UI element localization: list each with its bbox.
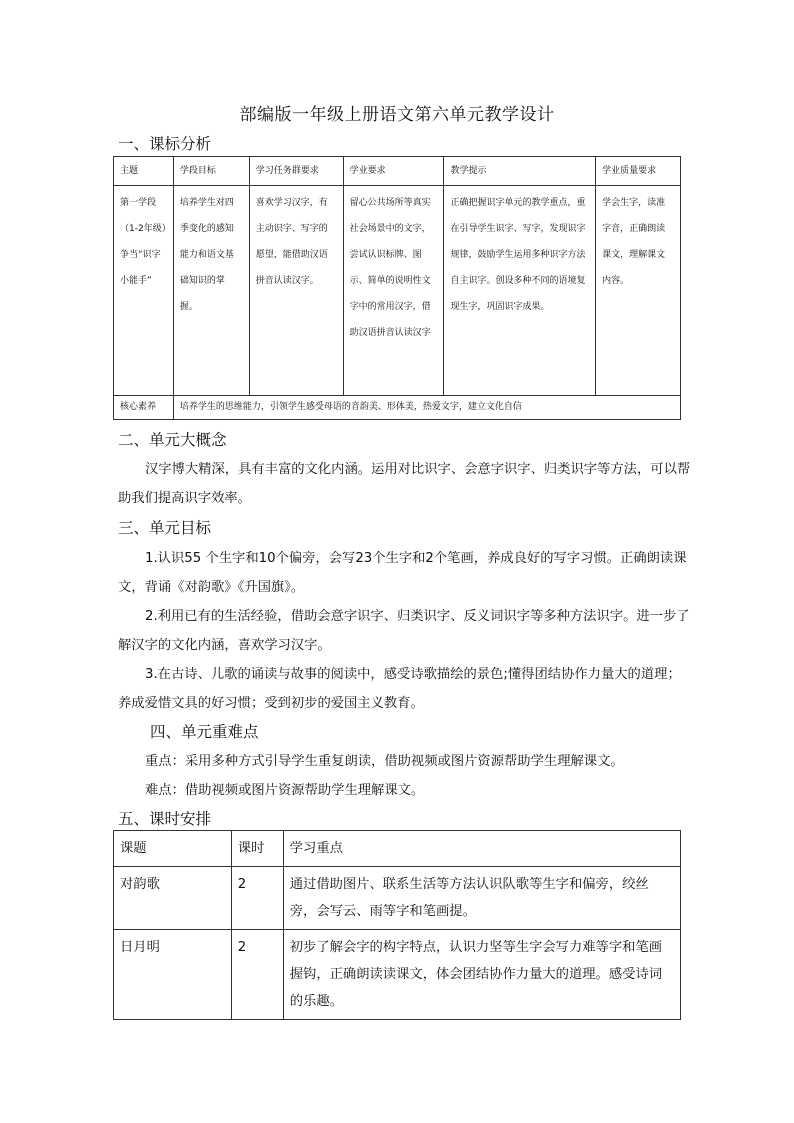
header-cell: 课时	[231, 831, 283, 867]
section-heading-5: 五、课时安排	[118, 810, 212, 828]
table-header-row	[114, 157, 681, 186]
section-heading-3: 三、单元目标	[118, 519, 212, 537]
table-cell: 第一学段（1-2年级）争当“识字小能手”	[114, 186, 174, 396]
table-row	[114, 186, 681, 396]
core-literacy-text: 培养学生的思维能力，引领学生感受母语的音韵美、形体美，热爱文字，建立文化自信	[173, 396, 680, 420]
lesson-focus: 初步了解会字的构字特点，认识力坚等生字会写力难等字和笔画握钩，正确朗读读课文，体会团结协作力量大的道理。感受诗词的乐趣。	[283, 930, 680, 1020]
unit-goal-2: 2.利用已有的生活经验，借助会意字识字、归类识字、反义词识字等多种方法识字。进一步了解汉字的文化内涵，喜欢学习汉字。	[118, 609, 690, 653]
lesson-topic: 对韵歌	[114, 867, 232, 930]
header-cell: 学习重点	[283, 831, 680, 867]
lesson-hours: 2	[231, 867, 283, 930]
header-cell: 学业质量要求	[596, 157, 681, 186]
core-literacy-label: 核心素养	[114, 396, 174, 420]
header-cell: 课题	[114, 831, 232, 867]
lesson-topic: 日月明	[114, 930, 232, 1020]
curriculum-analysis-table	[113, 156, 681, 420]
unit-goal-1: 1.认识55 个生字和10个偏旁，会写23个生字和2个笔画，养成良好的写字习惯。正确朗读课文，背诵《对韵歌》《升国旗》。	[118, 551, 687, 595]
document-title: 部编版一年级上册语文第六单元教学设计	[239, 105, 555, 125]
section-heading-1: 一、课标分析	[118, 135, 212, 153]
lesson-hours: 2	[231, 930, 283, 1020]
core-literacy-row	[114, 396, 681, 420]
header-cell: 主题	[114, 157, 174, 186]
header-cell: 学业要求	[343, 157, 444, 186]
table-cell: 喜欢学习汉字，有主动识字、写字的愿望，能借助汉语拼音认读汉字。	[249, 186, 343, 396]
table-cell: 正确把握识字单元的教学重点，重在引导学生识字、写字，发现识字规律，鼓励学生运用多种识字方法自主识字。创设多种不同的语境复现生字，巩固识字成果。	[444, 186, 596, 396]
lesson-focus: 通过借助图片、联系生活等方法认识队歌等生字和偏旁，绞丝旁，会写云、雨等字和笔画提。	[283, 867, 680, 930]
table-row	[114, 930, 681, 1020]
header-cell: 教学提示	[444, 157, 596, 186]
section-heading-4: 四、单元重难点	[150, 723, 259, 741]
header-cell: 学段目标	[173, 157, 249, 186]
table-cell: 学会生字，读准字音，正确朗读课文，理解课文内容。	[596, 186, 681, 396]
table-cell: 培养学生对四季变化的感知能力和语文基础知识的掌握。	[173, 186, 249, 396]
section-heading-2: 二、单元大概念	[118, 431, 227, 449]
unit-concept-paragraph: 汉字博大精深，具有丰富的文化内涵。运用对比识字、会意字识字、归类识字等方法，可以帮助我们提高识字效率。	[118, 462, 691, 506]
unit-goal-3: 3.在古诗、儿歌的诵读与故事的阅读中，感受诗歌描绘的景色;懂得团结协作力量大的道理；养成爱惜文具的好习惯；受到初步的爱国主义教育。	[118, 667, 681, 711]
difficult-points: 难点：借助视频或图片资源帮助学生理解课文。	[145, 783, 425, 798]
table-cell: 留心公共场所等真实社会场景中的文字，尝试认识标牌、图示、简单的说明性文字中的常用汉字，借助汉语拼音认读汉字	[343, 186, 444, 396]
key-points: 重点：采用多种方式引导学生重复朗读，借助视频或图片资源帮助学生理解课文。	[145, 754, 624, 769]
header-cell: 学习任务群要求	[249, 157, 343, 186]
lesson-schedule-table	[113, 830, 681, 1020]
table-row	[114, 867, 681, 930]
table-header-row	[114, 831, 681, 867]
